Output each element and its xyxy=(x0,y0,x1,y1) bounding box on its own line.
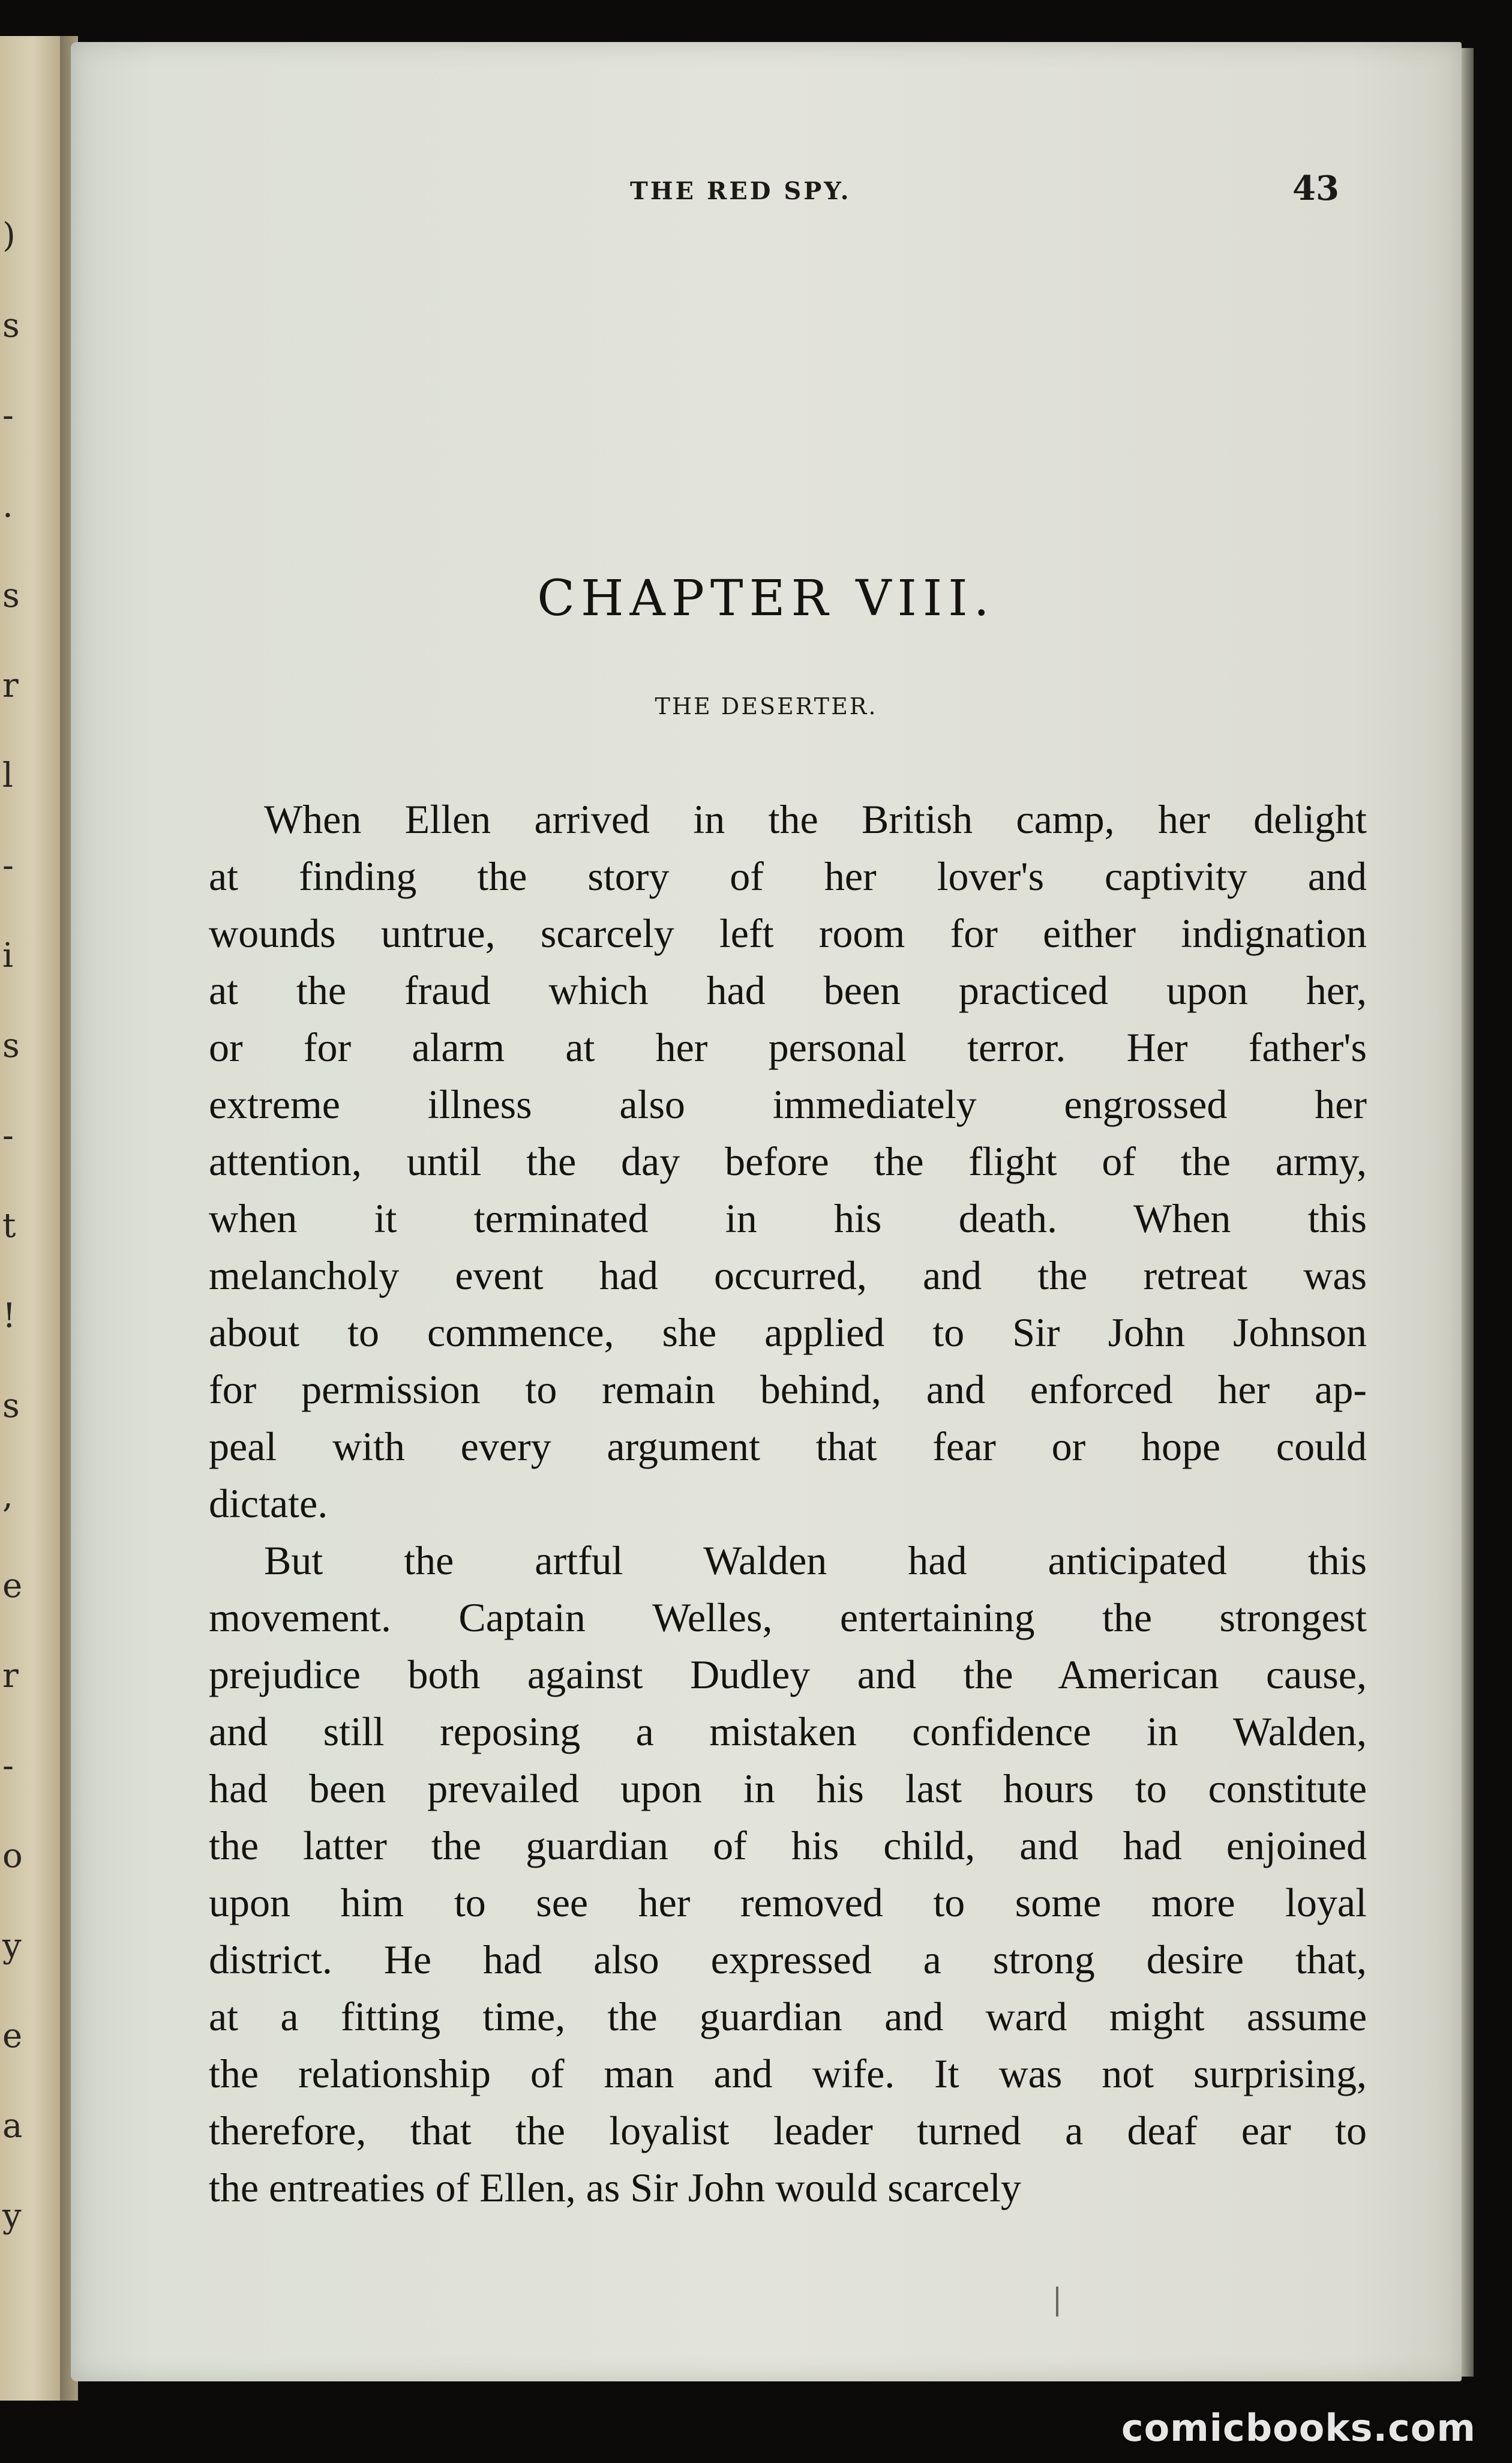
text-line: attention, until the day before the flight of the army, xyxy=(209,1138,1367,1184)
text-line: the latter the guardian of his child, and had enjoined xyxy=(209,1823,1367,1868)
previous-page-fragment: y xyxy=(2,1926,22,1965)
page-number: 43 xyxy=(1292,169,1339,208)
previous-page-fragment: a xyxy=(2,2107,23,2146)
text-line: or for alarm at her personal terror. Her father's xyxy=(209,1024,1367,1070)
text-line: at finding the story of her lover's captivity and xyxy=(209,853,1367,899)
previous-page-edge xyxy=(0,36,60,2401)
previous-page-fragment: e xyxy=(2,2016,23,2056)
chapter-title: CHAPTER VIII. xyxy=(537,570,995,627)
previous-page-fragments xyxy=(0,36,60,2401)
previous-page-fragment: r xyxy=(2,666,19,705)
text-line: extreme illness also immediately engrossed her xyxy=(209,1081,1367,1127)
previous-page-fragment: t xyxy=(2,1206,16,1245)
previous-page-fragment: s xyxy=(2,306,20,345)
previous-page-fragment: . xyxy=(2,486,13,525)
previous-page-fragment: - xyxy=(2,396,14,435)
text-line: when it terminated in his death. When this xyxy=(209,1195,1367,1241)
book-page xyxy=(71,42,1462,2381)
previous-page-fragment: i xyxy=(2,936,13,975)
previous-page-fragment: s xyxy=(2,1386,20,1425)
previous-page-fragment: o xyxy=(2,1836,23,1875)
text-line: movement. Captain Welles, entertaining the strongest xyxy=(209,1595,1367,1640)
previous-page-fragment: y xyxy=(2,2197,22,2236)
body-text xyxy=(209,791,1367,2216)
text-line: peal with every argument that fear or hope could xyxy=(209,1424,1367,1469)
previous-page-fragment: r xyxy=(2,1656,19,1695)
previous-page-fragment: ! xyxy=(2,1296,16,1335)
chapter-subtitle: THE DESERTER. xyxy=(655,693,878,720)
watermark-logo: comicbooks.com xyxy=(1121,2406,1476,2450)
text-line: for permission to remain behind, and enforced her ap- xyxy=(209,1367,1367,1412)
text-line: district. He had also expressed a strong desire that, xyxy=(209,1937,1367,1982)
previous-page-fragment: - xyxy=(2,846,14,885)
text-line: the relationship of man and wife. It was not surprising, xyxy=(209,2051,1367,2096)
text-line: But the artful Walden had anticipated this xyxy=(264,1538,1367,1583)
text-line: wounds untrue, scarcely left room for either indignation xyxy=(209,910,1367,956)
previous-page-fragment: ) xyxy=(2,216,16,255)
text-line: the entreaties of Ellen, as Sir John would scarcely xyxy=(209,2165,1021,2210)
paper-mark xyxy=(1056,2287,1058,2317)
text-line: had been prevailed upon in his last hours to constitute xyxy=(209,1766,1367,1811)
text-line: and still reposing a mistaken confidence in Walden, xyxy=(209,1709,1367,1754)
text-line: upon him to see her removed to some more loyal xyxy=(209,1880,1367,1925)
text-line: therefore, that the loyalist leader turned a deaf ear to xyxy=(209,2108,1367,2153)
text-line: prejudice both against Dudley and the American cause, xyxy=(209,1652,1367,1697)
text-line: at the fraud which had been practiced upon her, xyxy=(209,967,1367,1013)
previous-page-fragment: - xyxy=(2,1746,14,1785)
previous-page-fragment: s xyxy=(2,576,20,615)
text-line: about to commence, she applied to Sir John Johnson xyxy=(209,1310,1367,1355)
previous-page-fragment: - xyxy=(2,1116,14,1155)
running-head-title: THE RED SPY. xyxy=(630,177,851,205)
previous-page-fragment: e xyxy=(2,1566,23,1605)
text-line: at a fitting time, the guardian and ward might assume xyxy=(209,1994,1367,2039)
previous-page-fragment: s xyxy=(2,1026,20,1065)
text-line: melancholy event had occurred, and the retreat was xyxy=(209,1253,1367,1298)
text-line: dictate. xyxy=(209,1481,328,1526)
page-right-edge xyxy=(1462,48,1474,2377)
previous-page-fragment: , xyxy=(2,1476,13,1515)
text-line: When Ellen arrived in the British camp, her delight xyxy=(264,796,1367,842)
previous-page-fragment: l xyxy=(2,756,13,795)
